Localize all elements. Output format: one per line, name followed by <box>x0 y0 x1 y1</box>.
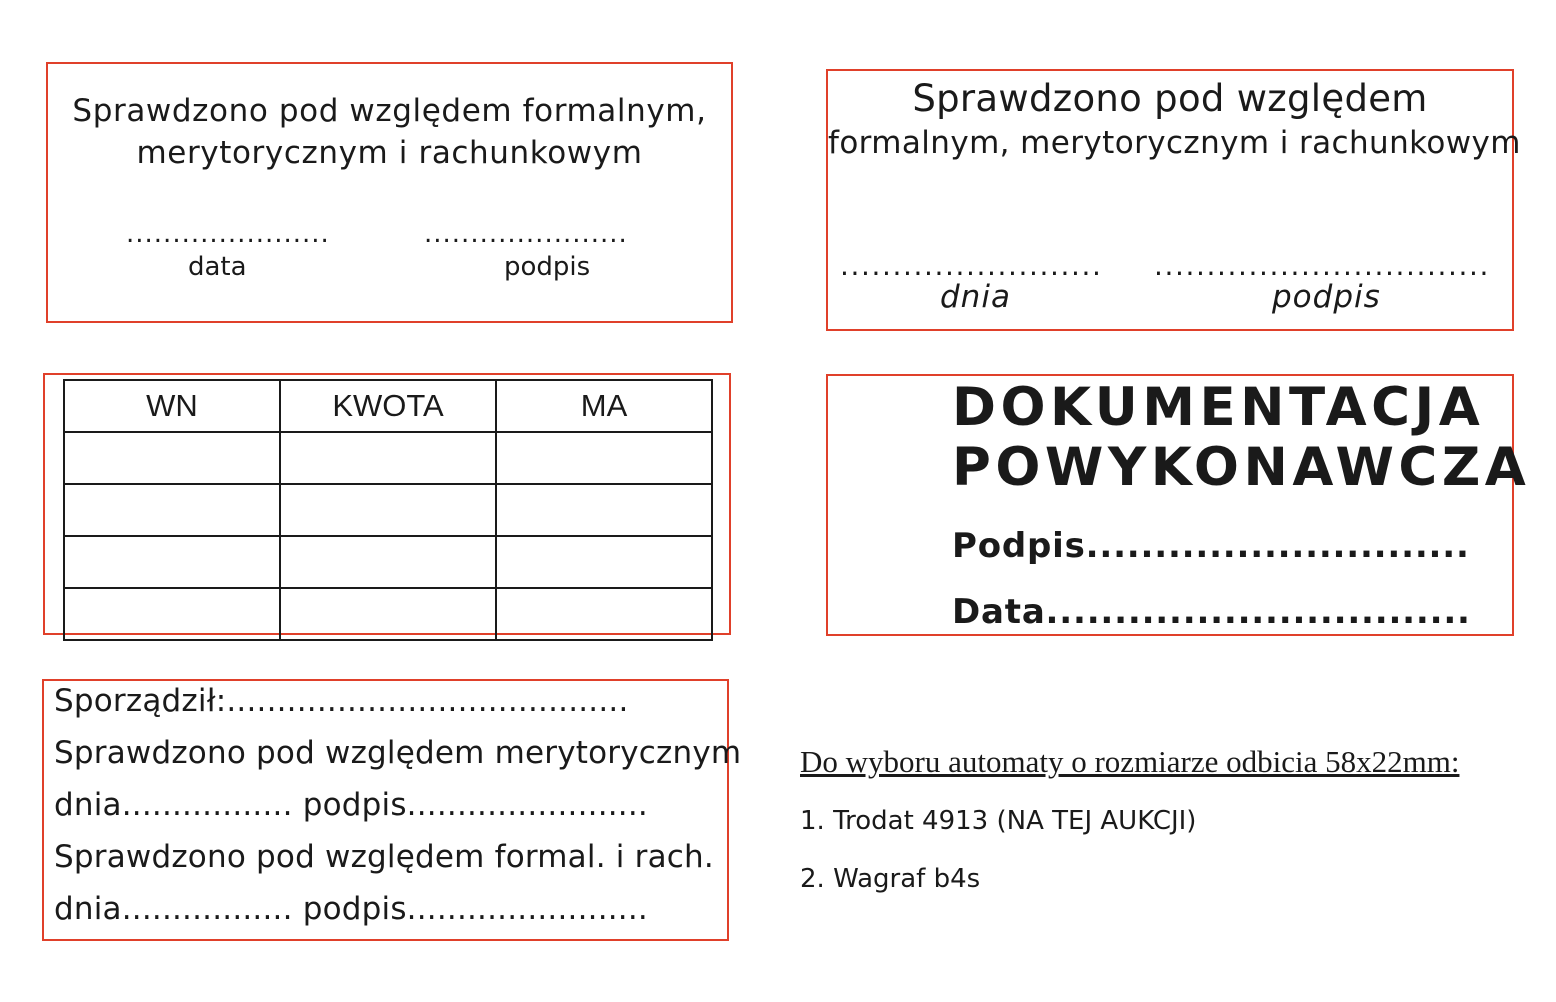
formal-check-line: Sprawdzono pod względem formal. i rach. <box>54 839 714 875</box>
table-cell <box>64 484 280 536</box>
table-cell <box>496 484 712 536</box>
table-row <box>64 536 712 588</box>
header-ma: MA <box>496 380 712 432</box>
signature-line: Podpis............................ <box>952 526 1470 566</box>
date-line: Data............................... <box>952 592 1471 632</box>
option-wagraf: 2. Wagraf b4s <box>800 864 981 894</box>
table-row <box>64 432 712 484</box>
table-cell <box>64 536 280 588</box>
stamp-as-built-documentation <box>826 374 1531 636</box>
stamp-title-line-2: formalnym, merytorycznym i rachunkowym <box>828 125 1521 161</box>
signature-dotted-line: ...................... <box>424 219 628 249</box>
date-dotted-line: ...................... <box>126 219 330 249</box>
stamp-checked-formal-merit-accounting <box>46 62 733 323</box>
signature-label: podpis <box>1272 279 1381 315</box>
accounting-table <box>63 379 713 641</box>
stamp-title-line-1: Sprawdzono pod względem formalnym, <box>72 93 707 129</box>
table-cell <box>496 588 712 640</box>
stamp-title <box>48 90 731 174</box>
header-wn: WN <box>64 380 280 432</box>
date-label: dnia <box>940 279 1011 315</box>
date-dotted-line: ......................... <box>840 249 1103 282</box>
table-cell <box>496 536 712 588</box>
table-row <box>64 484 712 536</box>
stamp-heading-line-2: POWYKONAWCZA <box>952 437 1531 498</box>
merit-check-line: Sprawdzono pod względem merytorycznym <box>54 735 742 771</box>
table-cell <box>280 484 496 536</box>
table-cell <box>496 432 712 484</box>
stamp-options-heading: Do wyboru automaty o rozmiarze odbicia 58x22mm: <box>800 744 1460 779</box>
table-row <box>64 588 712 640</box>
header-kwota: KWOTA <box>280 380 496 432</box>
date-label: data <box>188 252 247 282</box>
stamp-title-line-1: Sprawdzono pod względem <box>912 77 1428 120</box>
stamp-accounting-table <box>43 373 731 635</box>
stamp-checked-formal-merit-accounting-alt <box>826 69 1521 331</box>
option-trodat: 1. Trodat 4913 (NA TEJ AUKCJI) <box>800 806 1197 836</box>
stamp-title-line-2: merytorycznym i rachunkowym <box>136 135 643 171</box>
table-cell <box>64 432 280 484</box>
stamp-heading-line-1: DOKUMENTACJA <box>952 377 1485 438</box>
table-cell <box>64 588 280 640</box>
signature-label: podpis <box>504 252 591 282</box>
prepared-by-line: Sporządził:........................................ <box>54 683 629 719</box>
stamp-prepared-checked <box>42 679 742 941</box>
signature-dotted-line: ................................ <box>1154 249 1491 282</box>
table-cell <box>280 432 496 484</box>
table-cell <box>280 588 496 640</box>
formal-date-signature-line: dnia................. podpis........................ <box>54 891 648 927</box>
table-header-row <box>64 380 712 432</box>
table-cell <box>280 536 496 588</box>
merit-date-signature-line: dnia................. podpis........................ <box>54 787 648 823</box>
